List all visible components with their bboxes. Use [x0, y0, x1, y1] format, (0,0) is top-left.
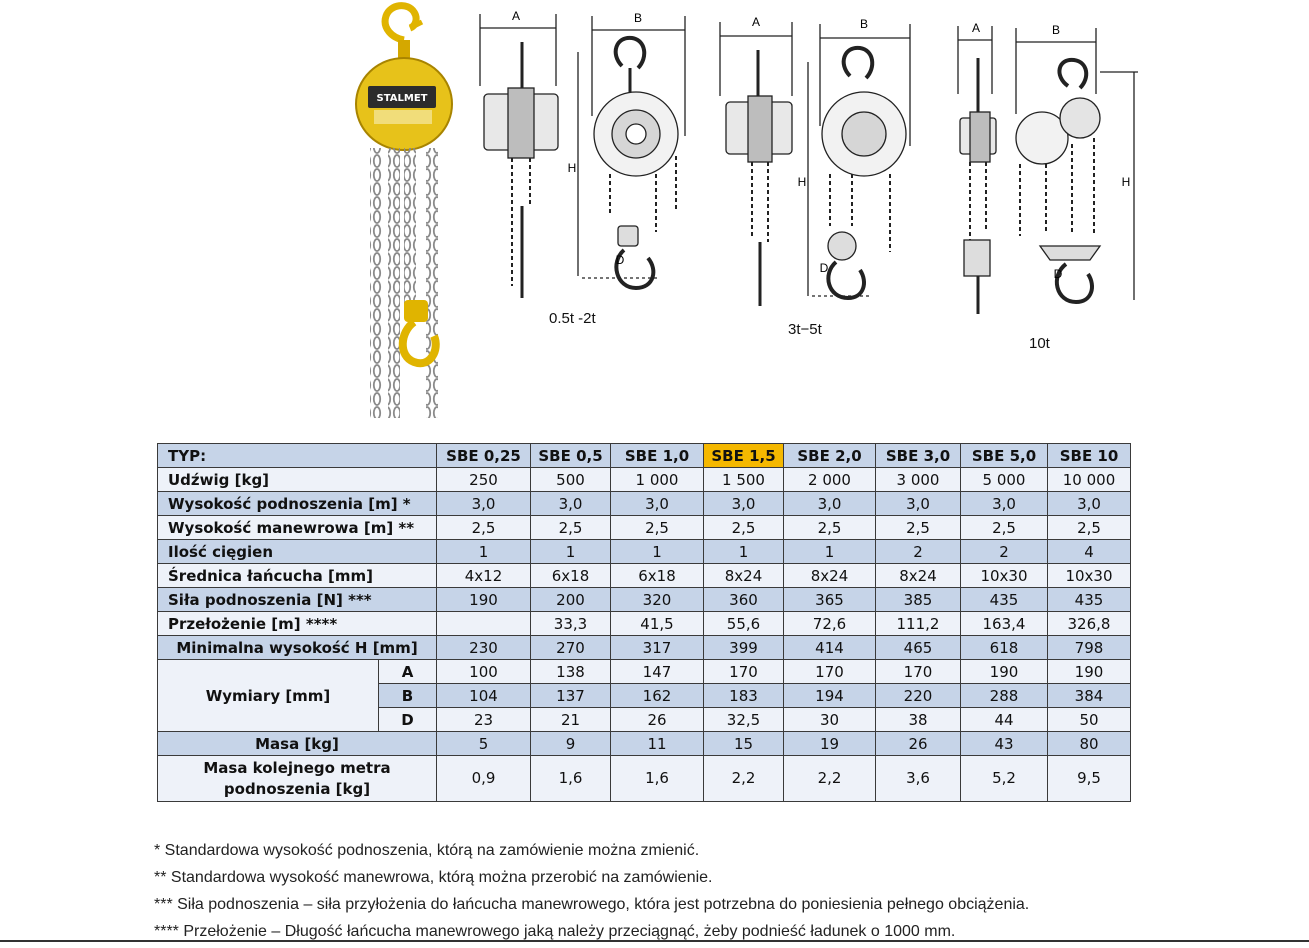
value-cell: 50 [1048, 708, 1131, 732]
value-cell: 32,5 [704, 708, 784, 732]
bottom-divider [0, 940, 1309, 942]
value-cell: 190 [961, 660, 1048, 684]
value-cell: 3,0 [437, 492, 531, 516]
value-cell: 72,6 [784, 612, 876, 636]
value-cell [437, 612, 531, 636]
value-cell: 55,6 [704, 612, 784, 636]
footnotes [154, 840, 1254, 948]
value-cell: 320 [611, 588, 704, 612]
table-row [158, 612, 1131, 636]
table-row [158, 732, 1131, 756]
table-row [158, 492, 1131, 516]
table-row [158, 540, 1131, 564]
value-cell: 288 [961, 684, 1048, 708]
value-cell: 3,6 [876, 756, 961, 802]
dimension-letter: A [379, 660, 437, 684]
model-cell: SBE 5,0 [961, 444, 1048, 468]
value-cell: 3,0 [704, 492, 784, 516]
row-label: Wysokość podnoszenia [m] * [158, 492, 437, 516]
value-cell: 6x18 [531, 564, 611, 588]
value-cell: 414 [784, 636, 876, 660]
value-cell: 2,2 [784, 756, 876, 802]
value-cell: 2,5 [437, 516, 531, 540]
value-cell: 41,5 [611, 612, 704, 636]
value-cell: 384 [1048, 684, 1131, 708]
value-cell: 9 [531, 732, 611, 756]
dim-b-label: B [633, 11, 643, 25]
model-cell: SBE 0,5 [531, 444, 611, 468]
row-label: Przełożenie [m] **** [158, 612, 437, 636]
value-cell: 170 [704, 660, 784, 684]
value-cell: 1,6 [531, 756, 611, 802]
dim-b-label-3: B [1051, 23, 1061, 37]
value-cell: 163,4 [961, 612, 1048, 636]
dim-a-label: A [511, 9, 521, 23]
caption-3-5t: 3t−5t [788, 321, 822, 338]
dim-h-label: H [567, 161, 577, 175]
table-row [158, 564, 1131, 588]
value-cell: 200 [531, 588, 611, 612]
dim-b-label-2: B [859, 17, 869, 31]
value-cell: 1 [437, 540, 531, 564]
product-figures [0, 0, 1309, 430]
value-cell: 11 [611, 732, 704, 756]
value-cell: 147 [611, 660, 704, 684]
model-cell: SBE 2,0 [784, 444, 876, 468]
header-label: TYP: [158, 444, 437, 468]
value-cell: 138 [531, 660, 611, 684]
table-header-row [158, 444, 1131, 468]
value-cell: 2,5 [1048, 516, 1131, 540]
value-cell: 2,5 [704, 516, 784, 540]
value-cell: 80 [1048, 732, 1131, 756]
value-cell: 190 [437, 588, 531, 612]
row-label: Masa [kg] [158, 732, 437, 756]
value-cell: 2 000 [784, 468, 876, 492]
row-label: Ilość cięgien [158, 540, 437, 564]
value-cell: 10 000 [1048, 468, 1131, 492]
value-cell: 0,9 [437, 756, 531, 802]
row-label: Minimalna wysokość H [mm] [158, 636, 437, 660]
value-cell: 10x30 [1048, 564, 1131, 588]
row-label: Udźwig [kg] [158, 468, 437, 492]
value-cell: 230 [437, 636, 531, 660]
value-cell: 194 [784, 684, 876, 708]
value-cell: 326,8 [1048, 612, 1131, 636]
model-cell: SBE 10 [1048, 444, 1131, 468]
table-row [158, 636, 1131, 660]
value-cell: 465 [876, 636, 961, 660]
value-cell: 5 000 [961, 468, 1048, 492]
value-cell: 2,5 [961, 516, 1048, 540]
chain-hoist-photo [352, 0, 462, 418]
value-cell: 170 [784, 660, 876, 684]
value-cell: 15 [704, 732, 784, 756]
table-row [158, 516, 1131, 540]
value-cell: 360 [704, 588, 784, 612]
row-label: Wysokość manewrowa [m] ** [158, 516, 437, 540]
value-cell: 3,0 [611, 492, 704, 516]
value-cell: 2,2 [704, 756, 784, 802]
value-cell: 2,5 [611, 516, 704, 540]
value-cell: 38 [876, 708, 961, 732]
value-cell: 5 [437, 732, 531, 756]
dimension-letter: D [379, 708, 437, 732]
value-cell: 104 [437, 684, 531, 708]
value-cell: 44 [961, 708, 1048, 732]
value-cell: 3,0 [1048, 492, 1131, 516]
value-cell: 2,5 [876, 516, 961, 540]
value-cell: 19 [784, 732, 876, 756]
value-cell: 8x24 [876, 564, 961, 588]
value-cell: 1 [704, 540, 784, 564]
model-cell: SBE 0,25 [437, 444, 531, 468]
value-cell: 21 [531, 708, 611, 732]
value-cell: 4x12 [437, 564, 531, 588]
diagram-05-2t [470, 6, 710, 326]
dim-d-label-3: D [1053, 267, 1063, 281]
value-cell: 385 [876, 588, 961, 612]
caption-05-2t: 0.5t -2t [549, 310, 596, 327]
value-cell: 3 000 [876, 468, 961, 492]
dim-a-label-2: A [751, 15, 761, 29]
value-cell: 23 [437, 708, 531, 732]
diagram-10t [950, 14, 1140, 330]
value-cell: 33,3 [531, 612, 611, 636]
value-cell: 1,6 [611, 756, 704, 802]
row-label: Siła podnoszenia [N] *** [158, 588, 437, 612]
value-cell: 2,5 [531, 516, 611, 540]
value-cell: 2,5 [784, 516, 876, 540]
value-cell: 3,0 [876, 492, 961, 516]
diagram-3-5t [712, 6, 922, 326]
value-cell: 1 500 [704, 468, 784, 492]
value-cell: 137 [531, 684, 611, 708]
footnote: *** Siła podnoszenia – siła przyłożenia do łańcucha manewrowego, która jest potrzebna do poniesienia pełnego obciążenia. [154, 896, 1030, 913]
value-cell: 5,2 [961, 756, 1048, 802]
footnote: **** Przełożenie – Długość łańcucha manewrowego jaką należy przeciągnąć, żeby podnieść ładunek o 1000 mm. [154, 923, 956, 940]
value-cell: 250 [437, 468, 531, 492]
value-cell: 3,0 [961, 492, 1048, 516]
value-cell: 8x24 [784, 564, 876, 588]
value-cell: 111,2 [876, 612, 961, 636]
table-row [158, 756, 1131, 802]
value-cell: 26 [611, 708, 704, 732]
value-cell: 435 [1048, 588, 1131, 612]
value-cell: 3,0 [531, 492, 611, 516]
value-cell: 8x24 [704, 564, 784, 588]
value-cell: 399 [704, 636, 784, 660]
value-cell: 365 [784, 588, 876, 612]
model-cell: SBE 1,0 [611, 444, 704, 468]
value-cell: 798 [1048, 636, 1131, 660]
value-cell: 6x18 [611, 564, 704, 588]
value-cell: 100 [437, 660, 531, 684]
value-cell: 30 [784, 708, 876, 732]
value-cell: 4 [1048, 540, 1131, 564]
dim-d-label-2: D [819, 261, 829, 275]
value-cell: 2 [876, 540, 961, 564]
footnote: ** Standardowa wysokość manewrowa, którą można przerobić na zamówienie. [154, 869, 713, 886]
value-cell: 1 [531, 540, 611, 564]
dim-h-label-3: H [1121, 175, 1131, 189]
dim-d-label: D [615, 253, 625, 267]
value-cell: 43 [961, 732, 1048, 756]
spec-table [157, 443, 1131, 802]
brand-label: STALMET [376, 93, 428, 104]
value-cell: 220 [876, 684, 961, 708]
value-cell: 9,5 [1048, 756, 1131, 802]
model-cell: SBE 3,0 [876, 444, 961, 468]
row-label: Średnica łańcucha [mm] [158, 564, 437, 588]
value-cell: 1 [784, 540, 876, 564]
value-cell: 10x30 [961, 564, 1048, 588]
value-cell: 1 [611, 540, 704, 564]
value-cell: 618 [961, 636, 1048, 660]
value-cell: 3,0 [784, 492, 876, 516]
value-cell: 270 [531, 636, 611, 660]
footnote: * Standardowa wysokość podnoszenia, którą na zamówienie można zmienić. [154, 842, 700, 859]
value-cell: 26 [876, 732, 961, 756]
table-row-dimension [158, 660, 1131, 684]
value-cell: 500 [531, 468, 611, 492]
value-cell: 162 [611, 684, 704, 708]
model-cell-highlighted: SBE 1,5 [704, 444, 784, 468]
dim-a-label-3: A [971, 21, 981, 35]
value-cell: 2 [961, 540, 1048, 564]
value-cell: 435 [961, 588, 1048, 612]
table-row [158, 588, 1131, 612]
dimensions-label: Wymiary [mm] [158, 660, 379, 732]
value-cell: 183 [704, 684, 784, 708]
value-cell: 170 [876, 660, 961, 684]
row-label: Masa kolejnego metra podnoszenia [kg] [158, 756, 437, 802]
caption-10t: 10t [1029, 335, 1050, 352]
value-cell: 190 [1048, 660, 1131, 684]
value-cell: 1 000 [611, 468, 704, 492]
value-cell: 317 [611, 636, 704, 660]
dim-h-label-2: H [797, 175, 807, 189]
spec-table-body [158, 444, 1131, 802]
table-row [158, 468, 1131, 492]
dimension-letter: B [379, 684, 437, 708]
